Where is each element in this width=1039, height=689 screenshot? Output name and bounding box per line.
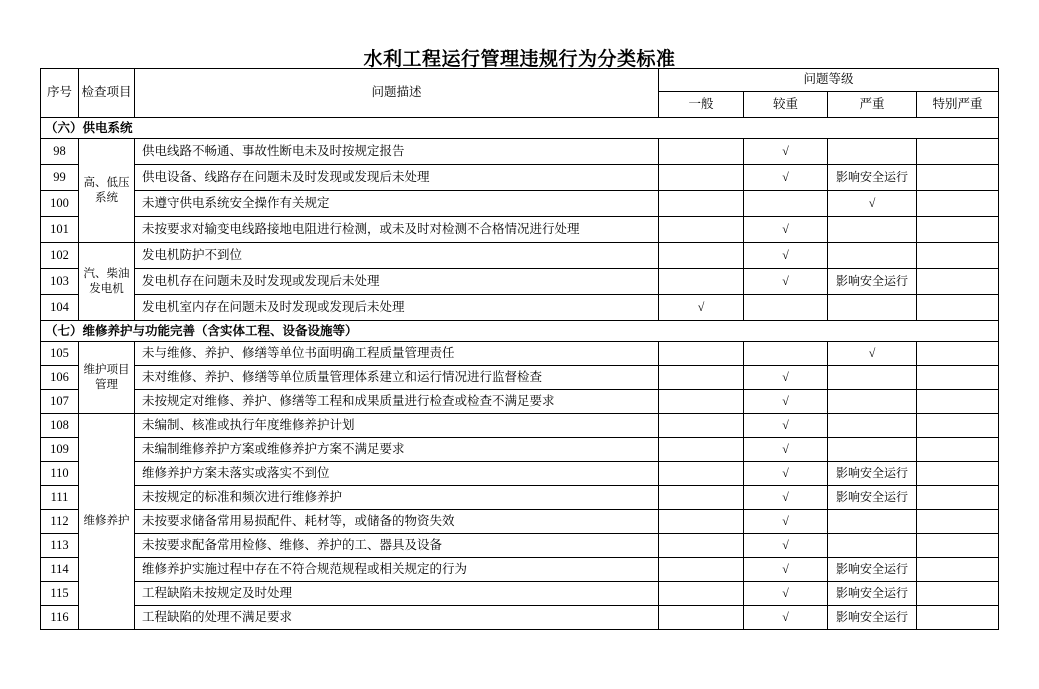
- col-header-level-severe: 严重: [828, 92, 917, 118]
- problem-description-cell: 供电线路不畅通、事故性断电未及时按规定报告: [135, 139, 659, 165]
- table-row: [41, 510, 999, 534]
- col-header-level-moderate: 较重: [744, 92, 828, 118]
- level-moderate-cell: √: [744, 582, 828, 606]
- problem-description-cell: 工程缺陷的处理不满足要求: [135, 606, 659, 630]
- level-moderate-cell: √: [744, 269, 828, 295]
- problem-description-cell: 未按要求对输变电线路接地电阻进行检测，或未及时对检测不合格情况进行处理: [135, 217, 659, 243]
- level-general-cell: [659, 414, 744, 438]
- level-severe-cell: [828, 139, 917, 165]
- table-row: [41, 295, 999, 321]
- serial-number-cell: 99: [41, 165, 79, 191]
- level-general-cell: [659, 606, 744, 630]
- level-extreme-cell: [917, 582, 999, 606]
- col-header-level-extreme: 特别严重: [917, 92, 999, 118]
- problem-description-cell: 未按要求配备常用检修、维修、养护的工、器具及设备: [135, 534, 659, 558]
- inspection-item-cell: 汽、柴油发电机: [79, 243, 135, 321]
- problem-description-cell: 未对维修、养护、修缮等单位质量管理体系建立和运行情况进行监督检查: [135, 366, 659, 390]
- problem-description-cell: 未按要求储备常用易损配件、耗材等，或储备的物资失效: [135, 510, 659, 534]
- level-moderate-cell: √: [744, 486, 828, 510]
- table-row: [41, 243, 999, 269]
- level-extreme-cell: [917, 139, 999, 165]
- level-severe-cell: √: [828, 342, 917, 366]
- level-extreme-cell: [917, 486, 999, 510]
- level-extreme-cell: [917, 534, 999, 558]
- level-severe-cell: [828, 217, 917, 243]
- table-row: [41, 342, 999, 366]
- level-severe-cell: [828, 510, 917, 534]
- problem-description-cell: 未编制维修养护方案或维修养护方案不满足要求: [135, 438, 659, 462]
- level-general-cell: [659, 191, 744, 217]
- level-moderate-cell: √: [744, 243, 828, 269]
- level-moderate-cell: √: [744, 165, 828, 191]
- col-header-problem-level: 问题等级: [659, 69, 999, 92]
- level-severe-cell: [828, 414, 917, 438]
- table-row: [41, 534, 999, 558]
- level-severe-cell: 影响安全运行: [828, 462, 917, 486]
- table-row: [41, 582, 999, 606]
- inspection-item-cell: 高、低压系统: [79, 139, 135, 243]
- level-extreme-cell: [917, 558, 999, 582]
- level-severe-cell: 影响安全运行: [828, 582, 917, 606]
- problem-description-cell: 维修养护方案未落实或落实不到位: [135, 462, 659, 486]
- table-row: [41, 269, 999, 295]
- level-moderate-cell: √: [744, 390, 828, 414]
- level-moderate-cell: √: [744, 606, 828, 630]
- serial-number-cell: 109: [41, 438, 79, 462]
- level-extreme-cell: [917, 217, 999, 243]
- problem-description-cell: 未遵守供电系统安全操作有关规定: [135, 191, 659, 217]
- table-row: [41, 366, 999, 390]
- level-moderate-cell: √: [744, 510, 828, 534]
- serial-number-cell: 111: [41, 486, 79, 510]
- level-severe-cell: 影响安全运行: [828, 165, 917, 191]
- col-header-serial: 序号: [41, 69, 79, 118]
- level-extreme-cell: [917, 243, 999, 269]
- level-moderate-cell: √: [744, 366, 828, 390]
- table-row: [41, 191, 999, 217]
- serial-number-cell: 107: [41, 390, 79, 414]
- table-body: [41, 118, 999, 630]
- level-general-cell: [659, 243, 744, 269]
- section-row: [41, 118, 999, 139]
- level-extreme-cell: [917, 366, 999, 390]
- table-row: [41, 606, 999, 630]
- level-general-cell: [659, 558, 744, 582]
- serial-number-cell: 113: [41, 534, 79, 558]
- serial-number-cell: 108: [41, 414, 79, 438]
- level-severe-cell: 影响安全运行: [828, 269, 917, 295]
- col-header-problem-description: 问题描述: [135, 69, 659, 118]
- level-moderate-cell: √: [744, 217, 828, 243]
- table-row: [41, 414, 999, 438]
- level-general-cell: [659, 486, 744, 510]
- level-extreme-cell: [917, 438, 999, 462]
- serial-number-cell: 116: [41, 606, 79, 630]
- classification-table: [40, 68, 999, 630]
- inspection-item-cell: 维护项目管理: [79, 342, 135, 414]
- problem-description-cell: 供电设备、线路存在问题未及时发现或发现后未处理: [135, 165, 659, 191]
- serial-number-cell: 105: [41, 342, 79, 366]
- level-extreme-cell: [917, 295, 999, 321]
- level-general-cell: [659, 269, 744, 295]
- level-moderate-cell: [744, 342, 828, 366]
- table-row: [41, 139, 999, 165]
- problem-description-cell: 未按规定的标准和频次进行维修养护: [135, 486, 659, 510]
- table-row: [41, 217, 999, 243]
- serial-number-cell: 114: [41, 558, 79, 582]
- level-general-cell: [659, 510, 744, 534]
- problem-description-cell: 未与维修、养护、修缮等单位书面明确工程质量管理责任: [135, 342, 659, 366]
- level-general-cell: [659, 462, 744, 486]
- level-general-cell: [659, 366, 744, 390]
- level-moderate-cell: [744, 191, 828, 217]
- level-severe-cell: [828, 366, 917, 390]
- serial-number-cell: 112: [41, 510, 79, 534]
- level-severe-cell: 影响安全运行: [828, 606, 917, 630]
- level-severe-cell: [828, 438, 917, 462]
- level-severe-cell: √: [828, 191, 917, 217]
- problem-description-cell: 发电机防护不到位: [135, 243, 659, 269]
- problem-description-cell: 维修养护实施过程中存在不符合规范规程或相关规定的行为: [135, 558, 659, 582]
- level-general-cell: [659, 139, 744, 165]
- problem-description-cell: 未按规定对维修、养护、修缮等工程和成果质量进行检查或检查不满足要求: [135, 390, 659, 414]
- table-row: [41, 486, 999, 510]
- level-general-cell: [659, 217, 744, 243]
- level-severe-cell: [828, 243, 917, 269]
- level-general-cell: [659, 342, 744, 366]
- level-general-cell: √: [659, 295, 744, 321]
- level-extreme-cell: [917, 165, 999, 191]
- problem-description-cell: 发电机存在问题未及时发现或发现后未处理: [135, 269, 659, 295]
- level-moderate-cell: √: [744, 558, 828, 582]
- serial-number-cell: 100: [41, 191, 79, 217]
- level-general-cell: [659, 165, 744, 191]
- level-extreme-cell: [917, 414, 999, 438]
- level-extreme-cell: [917, 390, 999, 414]
- serial-number-cell: 103: [41, 269, 79, 295]
- serial-number-cell: 110: [41, 462, 79, 486]
- level-extreme-cell: [917, 269, 999, 295]
- serial-number-cell: 102: [41, 243, 79, 269]
- level-severe-cell: [828, 295, 917, 321]
- section-row: [41, 321, 999, 342]
- section-header-label: （七）维修养护与功能完善（含实体工程、设备设施等）: [41, 321, 999, 342]
- table-row: [41, 438, 999, 462]
- level-moderate-cell: √: [744, 462, 828, 486]
- level-moderate-cell: √: [744, 414, 828, 438]
- problem-description-cell: 发电机室内存在问题未及时发现或发现后未处理: [135, 295, 659, 321]
- problem-description-cell: 工程缺陷未按规定及时处理: [135, 582, 659, 606]
- level-extreme-cell: [917, 191, 999, 217]
- level-moderate-cell: [744, 295, 828, 321]
- serial-number-cell: 104: [41, 295, 79, 321]
- level-moderate-cell: √: [744, 139, 828, 165]
- page-title: 水利工程运行管理违规行为分类标准: [363, 48, 676, 70]
- level-extreme-cell: [917, 462, 999, 486]
- level-extreme-cell: [917, 342, 999, 366]
- inspection-item-cell: 维修养护: [79, 414, 135, 630]
- serial-number-cell: 115: [41, 582, 79, 606]
- level-extreme-cell: [917, 606, 999, 630]
- level-moderate-cell: √: [744, 438, 828, 462]
- table-row: [41, 462, 999, 486]
- serial-number-cell: 98: [41, 139, 79, 165]
- level-general-cell: [659, 390, 744, 414]
- level-general-cell: [659, 438, 744, 462]
- level-general-cell: [659, 582, 744, 606]
- problem-description-cell: 未编制、核准或执行年度维修养护计划: [135, 414, 659, 438]
- level-extreme-cell: [917, 510, 999, 534]
- table-row: [41, 390, 999, 414]
- level-severe-cell: [828, 390, 917, 414]
- table-row: [41, 558, 999, 582]
- col-header-inspection-item: 检查项目: [79, 69, 135, 118]
- serial-number-cell: 101: [41, 217, 79, 243]
- level-general-cell: [659, 534, 744, 558]
- level-severe-cell: 影响安全运行: [828, 558, 917, 582]
- serial-number-cell: 106: [41, 366, 79, 390]
- level-severe-cell: [828, 534, 917, 558]
- table-header: [41, 69, 999, 118]
- level-severe-cell: 影响安全运行: [828, 486, 917, 510]
- table-row: [41, 165, 999, 191]
- section-header-label: （六）供电系统: [41, 118, 999, 139]
- col-header-level-general: 一般: [659, 92, 744, 118]
- level-moderate-cell: √: [744, 534, 828, 558]
